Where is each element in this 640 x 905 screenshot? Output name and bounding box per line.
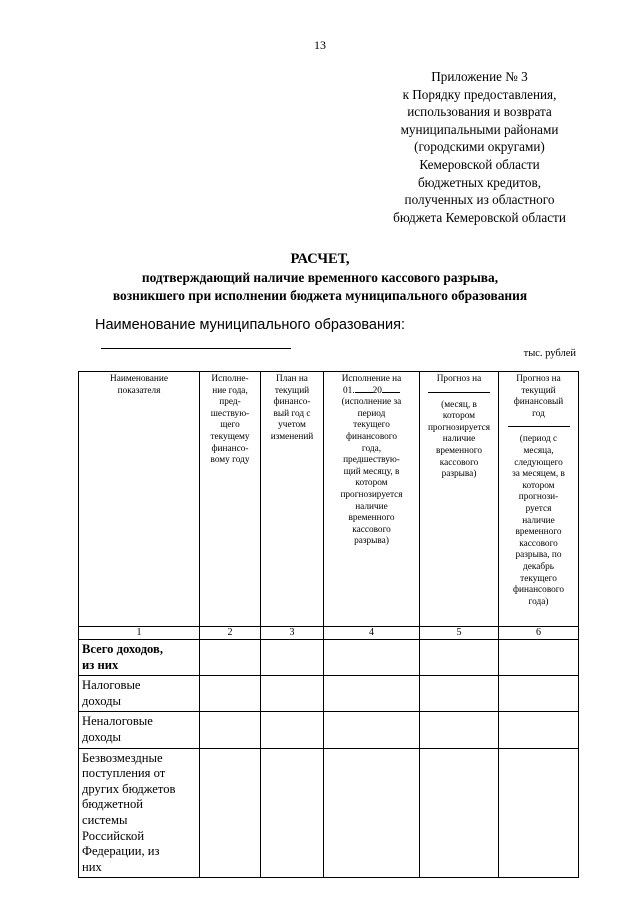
municipality-blank[interactable] [101, 333, 291, 349]
appendix-line: к Порядку предоставления, [402, 86, 557, 102]
table-cell[interactable] [420, 748, 499, 878]
table-cell[interactable] [499, 712, 579, 748]
header-indicator-name: Наименование показателя [79, 372, 200, 627]
header-current-plan: План на текущий финансо- вый год с учетом изменений [261, 372, 324, 627]
appendix-line: (городскими округами) [414, 139, 545, 155]
table-cell[interactable] [200, 676, 261, 712]
title-main: РАСЧЕТ, [290, 251, 350, 267]
table-cell[interactable] [261, 712, 324, 748]
table-row-total-revenue [79, 640, 579, 676]
column-number: 6 [499, 627, 579, 640]
row-label: Безвозмездные поступления от других бюджетов бюджетной системы Российской Федерации, из них [79, 748, 200, 878]
units-note: тыс. рублей [523, 348, 576, 359]
table-cell[interactable] [420, 640, 499, 676]
column-number: 1 [79, 627, 200, 640]
table-row-nontax-revenue [79, 712, 579, 748]
column-number: 5 [420, 627, 499, 640]
municipality-label: Наименование муниципального образования: [95, 317, 405, 333]
table-cell[interactable] [420, 712, 499, 748]
table-cell[interactable] [324, 748, 420, 878]
column-number-row [79, 627, 579, 640]
table-row-tax-revenue [79, 676, 579, 712]
column-number: 4 [324, 627, 420, 640]
header-forecast-year: Прогноз на текущий финансовый год (период с месяца, следующего за месяцем, в котором прогнози- руется наличие временного кассового разрыва, по декабрь текущего финансового года) [499, 372, 579, 627]
header-execution: Исполнение на 01. 20 (исполнение за период текущего финансового года, предшествую- щий месяцу, в котором прогнозируется наличие временного кассового разрыва) [324, 372, 420, 627]
table-cell[interactable] [200, 748, 261, 878]
title-line-1: подтверждающий наличие временного кассового разрыва, [141, 270, 499, 285]
table-cell[interactable] [499, 748, 579, 878]
calculation-table [78, 371, 579, 878]
appendix-line: муниципальными районами [400, 121, 559, 137]
page-number: 13 [314, 38, 326, 52]
column-number: 3 [261, 627, 324, 640]
municipality-field [95, 317, 580, 353]
appendix-line: Приложение № 3 [431, 69, 528, 84]
header-forecast-month: Прогноз на (месяц, в котором прогнозируется наличие временного кассового разрыва) [420, 372, 499, 627]
table-row-gratuitous-receipts [79, 748, 579, 878]
appendix-line: Кемеровской области [419, 156, 540, 172]
table-cell[interactable] [499, 676, 579, 712]
title-line-2: возникшего при исполнении бюджета муниципального образования [112, 287, 528, 303]
appendix-line: бюджета Кемеровской области [393, 209, 566, 225]
column-number: 2 [200, 627, 261, 640]
table-cell[interactable] [324, 676, 420, 712]
table-cell[interactable] [200, 712, 261, 748]
header-previous-year: Исполне- ние года, пред- шествую- щего текущему финансо- вому году [200, 372, 261, 627]
document-title [0, 250, 640, 304]
table-cell[interactable] [200, 640, 261, 676]
row-label: Налоговые доходы [79, 676, 200, 712]
appendix-header [372, 68, 587, 226]
table-cell[interactable] [499, 640, 579, 676]
appendix-line: бюджетных кредитов, [417, 174, 542, 190]
table-cell[interactable] [324, 712, 420, 748]
table-cell[interactable] [261, 676, 324, 712]
table-cell[interactable] [261, 640, 324, 676]
row-label: Всего доходов, из них [79, 640, 200, 676]
table-cell[interactable] [261, 748, 324, 878]
row-label: Неналоговые доходы [79, 712, 200, 748]
appendix-line: использования и возврата [407, 104, 552, 120]
appendix-line: полученных из областного [404, 192, 555, 208]
table-cell[interactable] [420, 676, 499, 712]
table-cell[interactable] [324, 640, 420, 676]
